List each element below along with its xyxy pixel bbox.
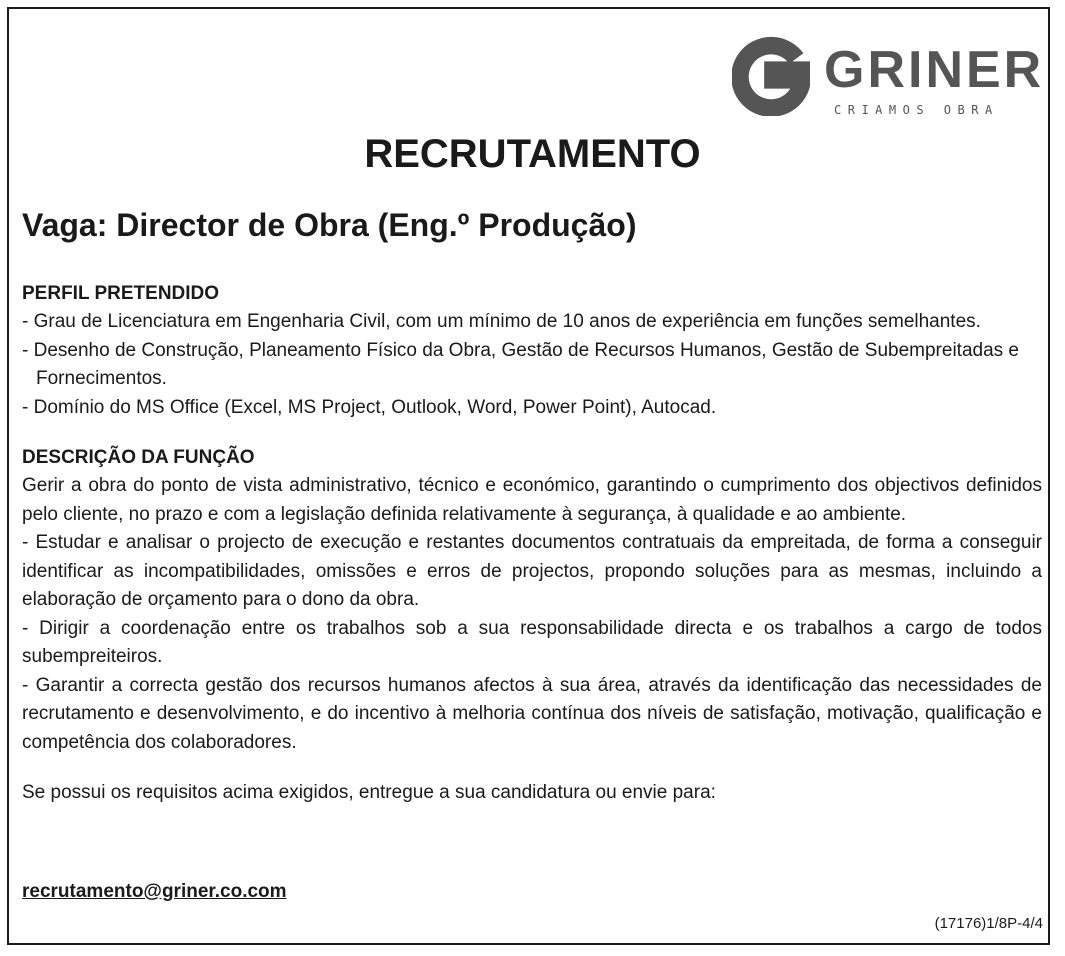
perfil-heading: PERFIL PRETENDIDO [22,283,220,304]
logo-wordmark: GRINER [824,41,1045,99]
descricao-heading: DESCRIÇÃO DA FUNÇÃO [22,447,255,468]
descricao-item: - Estudar e analisar o projecto de execução e restantes documentos contratuais da empreitada, de forma a conseguir identificar as incompatibilidades, omissões e erros de projectos, propondo soluções para as mesmas, incluindo a elaboração de orçamento para o dono da obra. [22,532,1042,610]
griner-g-icon [732,36,810,116]
descricao-intro: Gerir a obra do ponto de vista administrativo, técnico e económico, garantindo o cumprimento dos objectivos definidos pelo cliente, no prazo e com a legislação definida relativamente à segurança, à qualidade e ao ambiente. [22,475,1042,525]
email-link[interactable]: recrutamento@griner.co.com [22,881,287,902]
reference-code: (17176)1/8P-4/4 [934,915,1043,932]
perfil-item: - Domínio do MS Office (Excel, MS Project, Outlook, Word, Power Point), Autocad. [22,396,717,418]
page-title: RECRUTAMENTO [364,132,701,176]
perfil-item: - Grau de Licenciatura em Engenharia Civil, com um mínimo de 10 anos de experiência em funções semelhantes. [22,311,981,332]
perfil-item: - Desenho de Construção, Planeamento Físico da Obra, Gestão de Recursos Humanos, Gestão de Subempreitadas e Fornecimentos. [22,339,1019,389]
griner-logo [732,36,1045,120]
logo-tagline: CRIAMOS OBRA [834,103,999,117]
descricao-item: - Garantir a correcta gestão dos recursos humanos afectos à sua área, através da identificação das necessidades de recrutamento e desenvolvimento, e do incentivo à melhoria contínua dos níveis de satisfação, motivação, qualificação e competência dos colaboradores. [22,674,1042,753]
descricao-item: - Dirigir a coordenação entre os trabalhos sob a sua responsabilidade directa e os trabalhos a cargo de todos subempreiteiros. [22,617,1042,667]
job-title: Vaga: Director de Obra (Eng.º Produção) [22,207,637,243]
ad-content [22,280,1042,808]
closing-text: Se possui os requisitos acima exigidos, entregue a sua candidatura ou envie para: [22,782,716,803]
